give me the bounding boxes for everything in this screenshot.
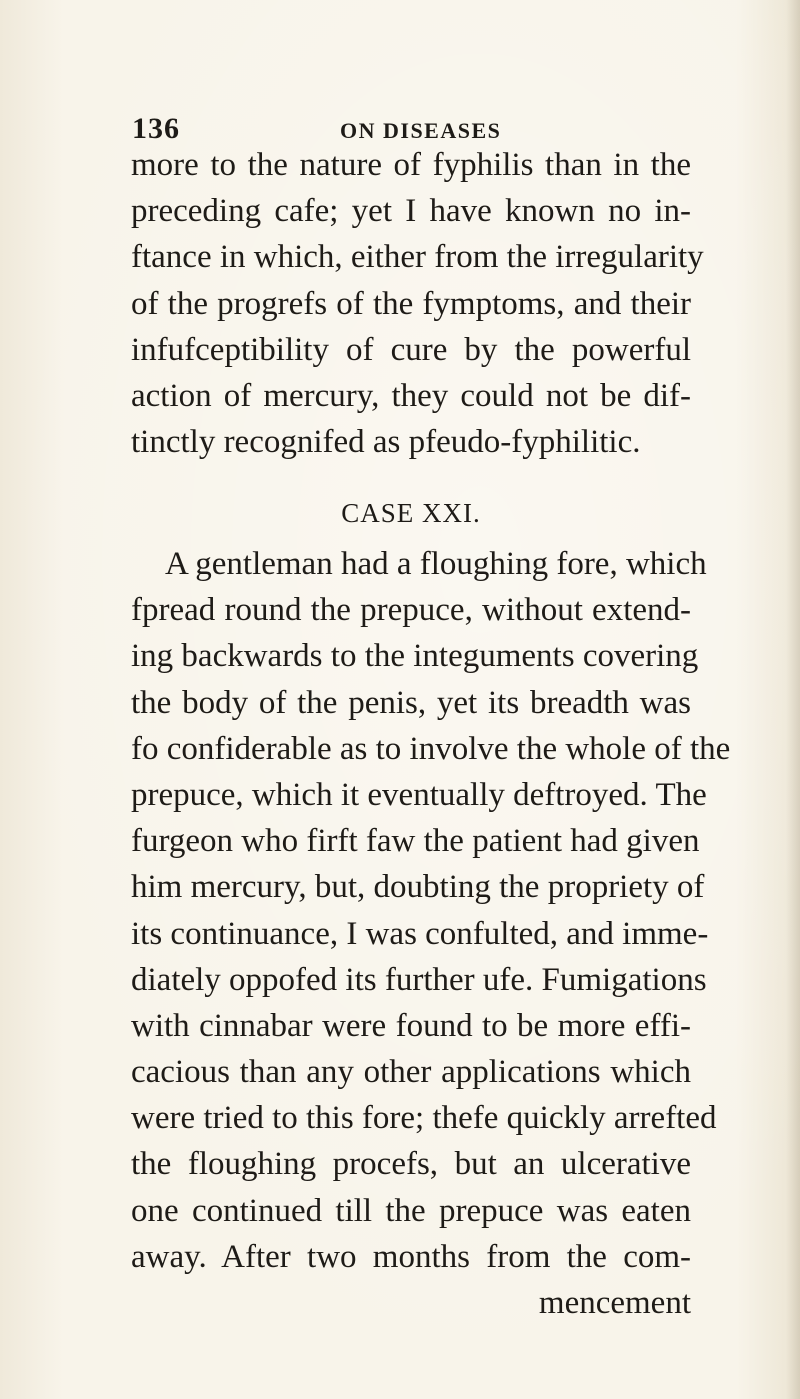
text-line: fpread round the prepuce, without extend- [131, 592, 691, 629]
text-line: were tried to this fore; thefe quickly arrefted [131, 1100, 717, 1137]
text-line: diately oppofed its further ufe. Fumigations [131, 961, 707, 998]
text-line: the body of the penis, yet its breadth was [131, 684, 691, 721]
text-line: fo confiderable as to involve the whole of the [131, 730, 731, 767]
case-paragraph [131, 541, 731, 1326]
catchword: mencement [538, 1285, 691, 1321]
text-line: away. After two months from the com- [131, 1238, 691, 1275]
text-line: cacious than any other applications which [131, 1054, 691, 1091]
text-line: furgeon who firft faw the patient had given [131, 823, 700, 860]
page-edge-shadow [786, 0, 800, 1399]
text-line: ing backwards to the integuments covering [131, 638, 699, 675]
text-line: with cinnabar were found to be more effi- [131, 1007, 691, 1044]
text-line: tinctly recognifed as pfeudo-fyphilitic. [131, 424, 641, 461]
text-line: prepuce, which it eventually deftroyed. The [131, 776, 707, 813]
text-line: preceding cafe; yet I have known no in- [131, 193, 691, 230]
running-title: ON DISEASES [340, 118, 502, 143]
case-heading: CASE XXI. [341, 498, 481, 528]
paragraph-continued [131, 142, 704, 465]
text-line: ftance in which, either from the irregularity [131, 239, 704, 276]
text-line: its continuance, I was confulted, and imme- [131, 915, 709, 952]
text-line: him mercury, but, doubting the propriety of [131, 869, 705, 906]
text-line: A gentleman had a floughing fore, which [165, 546, 707, 582]
page-number: 136 [132, 112, 180, 145]
text-line: the floughing procefs, but an ulcerative [131, 1146, 691, 1183]
text-line: more to the nature of fyphilis than in the [131, 147, 691, 183]
text-line: of the progrefs of the fymptoms, and their [131, 285, 691, 322]
text-line: infufceptibility of cure by the powerful [131, 331, 691, 368]
text-line: one continued till the prepuce was eaten [131, 1192, 691, 1229]
text-line: action of mercury, they could not be dif- [131, 377, 691, 414]
